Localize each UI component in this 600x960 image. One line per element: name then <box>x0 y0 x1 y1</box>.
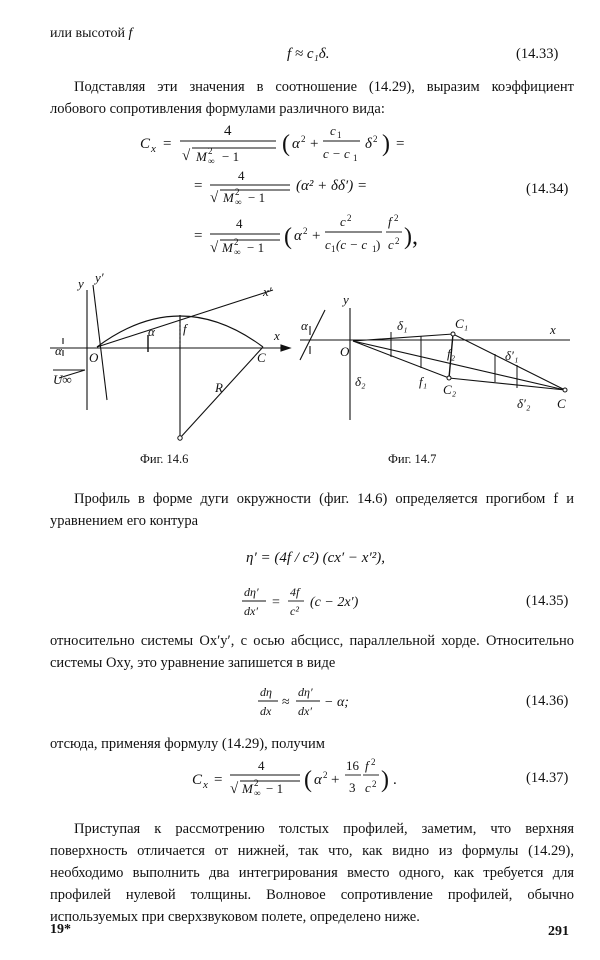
fig1-label-y-prime: y′ <box>95 270 104 285</box>
page-number: 291 <box>548 924 569 939</box>
eq-number-14-36: (14.36) <box>526 693 569 709</box>
fig2-label-y: y <box>343 292 349 307</box>
svg-text:2: 2 <box>371 757 376 767</box>
svg-text:1: 1 <box>337 130 342 140</box>
svg-text:2: 2 <box>347 213 352 223</box>
svg-text:c: c <box>330 123 336 138</box>
svg-text:M: M <box>222 240 233 255</box>
paragraph-5: Приступая к рассмотрению толстых профилей, заметим, что верхняя поверхность отличается от нижней, так что, как видно из формулы (14.29), необходимо выполнить два интегрирования вместо одного, как требуется для профилей нулевой толщины. Волновое сопротивление профилей, обычно используемых при сверхзвуковом полете, определено ниже. <box>50 821 574 925</box>
fig2-label-delta2: δ₂ <box>355 374 366 389</box>
svg-text:∞: ∞ <box>208 156 215 166</box>
svg-text:=: = <box>194 178 203 194</box>
svg-text:∞: ∞ <box>235 197 242 207</box>
fig1-label-u-inf: U∞ <box>53 372 72 387</box>
paragraph-2: Профиль в форме дуги окружности (фиг. 14.6) определяется прогибом f и уравнением его контура <box>50 491 574 529</box>
svg-text:4f: 4f <box>290 585 300 599</box>
svg-text:(c − c: (c − c <box>336 237 368 252</box>
equation-14-33: f ≈ c₁δ. <box>287 46 330 62</box>
svg-text:δ: δ <box>365 136 372 152</box>
svg-text:√: √ <box>182 148 191 164</box>
svg-text:2: 2 <box>234 237 239 247</box>
svg-text:(: ( <box>284 224 292 250</box>
equation-14-37 <box>190 756 420 806</box>
svg-text:2: 2 <box>323 770 328 780</box>
svg-text:C: C <box>140 136 151 152</box>
svg-text:f: f <box>388 214 392 229</box>
svg-text:.: . <box>393 772 397 788</box>
svg-text:− α;: − α; <box>324 695 349 710</box>
svg-text:α: α <box>292 136 300 152</box>
svg-text:C: C <box>192 772 203 788</box>
figure-14-6 <box>45 270 295 450</box>
fig2-label-delta1: δ₁ <box>397 318 408 333</box>
svg-text:c: c <box>388 237 394 252</box>
svg-text:dη′: dη′ <box>244 585 259 599</box>
svg-text:α: α <box>314 772 322 788</box>
svg-text:1: 1 <box>331 244 336 254</box>
svg-text:− 1: − 1 <box>222 149 240 164</box>
fig2-label-o: O <box>340 344 350 359</box>
svg-text:): ) <box>381 767 389 793</box>
svg-text:16: 16 <box>346 758 359 773</box>
svg-text:dx: dx <box>260 704 272 718</box>
svg-text:c: c <box>340 214 346 229</box>
svg-text:): ) <box>382 131 390 157</box>
svg-text:4: 4 <box>238 168 245 183</box>
svg-text:=: = <box>163 136 172 152</box>
svg-text:2: 2 <box>394 213 399 223</box>
svg-text:√: √ <box>210 190 219 206</box>
svg-text:dη: dη <box>260 685 272 699</box>
svg-text:1: 1 <box>353 153 358 163</box>
fig1-label-f: f <box>183 321 187 336</box>
svg-text:1: 1 <box>372 244 377 254</box>
equation-14-35-a: η′ = (4f / c²) (cx′ − x′²), <box>246 550 385 566</box>
svg-text:dη′: dη′ <box>298 685 313 699</box>
fig2-label-c1: C₁ <box>455 316 469 331</box>
svg-text:2: 2 <box>208 146 213 156</box>
fig2-label-c2: C₂ <box>443 382 457 397</box>
fig1-label-r: R <box>215 380 223 395</box>
svg-text:M: M <box>196 149 207 164</box>
svg-text:x: x <box>203 779 208 791</box>
fig2-label-alpha: α <box>301 318 308 333</box>
svg-text:(: ( <box>282 131 290 157</box>
footer-signature: 19* <box>50 922 71 937</box>
svg-text:√: √ <box>230 781 239 797</box>
fig2-label-x: x <box>550 322 556 337</box>
eq-number-14-34: (14.34) <box>526 181 569 197</box>
fig1-label-y: y <box>78 276 84 291</box>
svg-text:),: ), <box>404 224 418 250</box>
svg-text:2: 2 <box>372 779 377 789</box>
paragraph-1: Подставляя эти значения в соотношение (14.29), выразим коэффициент лобового сопротивления формулами различного вида: <box>50 79 574 117</box>
equation-14-34-block <box>0 118 600 268</box>
svg-text:− 1: − 1 <box>247 240 265 255</box>
svg-text:=: = <box>272 595 280 610</box>
svg-text:∞: ∞ <box>254 788 261 798</box>
fig1-label-x: x <box>274 328 280 343</box>
svg-text:− 1: − 1 <box>248 190 266 205</box>
equation-14-35-b <box>240 582 400 622</box>
figure-14-6-caption: Фиг. 14.6 <box>140 452 189 466</box>
eq-number-14-33: (14.33) <box>516 46 559 62</box>
svg-text:=: = <box>194 228 203 244</box>
svg-text:dx′: dx′ <box>244 604 258 618</box>
figure-14-7-caption: Фиг. 14.7 <box>388 452 437 466</box>
fig2-label-f1: f₁ <box>419 374 428 389</box>
svg-text:=: = <box>214 772 223 788</box>
svg-text:3: 3 <box>349 780 356 795</box>
figure-14-7 <box>295 290 585 440</box>
fig1-label-x-prime: x′ <box>263 284 272 299</box>
equation-14-36 <box>256 682 366 722</box>
svg-text:4: 4 <box>236 216 243 231</box>
svg-text:(α² + δδ′) =: (α² + δδ′) = <box>296 178 368 194</box>
svg-text:2: 2 <box>373 134 378 144</box>
svg-text:2: 2 <box>254 778 259 788</box>
paragraph-4: отсюда, применяя формулу (14.29), получим <box>50 736 325 752</box>
svg-text:c: c <box>365 780 371 795</box>
svg-text:4: 4 <box>258 758 265 773</box>
svg-text:2: 2 <box>235 187 240 197</box>
fig2-label-delta1-prime: δ′₁ <box>505 348 519 363</box>
svg-text:M: M <box>242 781 253 796</box>
svg-text:4: 4 <box>224 123 232 139</box>
svg-text:√: √ <box>210 240 219 256</box>
svg-text:c²: c² <box>290 604 299 618</box>
eq-number-14-37: (14.37) <box>526 770 569 786</box>
svg-text:): ) <box>376 237 381 252</box>
fig2-label-f2: f₂ <box>447 346 456 361</box>
fig1-label-o: O <box>89 350 99 365</box>
svg-text:f: f <box>365 758 369 773</box>
intro-text: или высотой <box>50 26 125 41</box>
svg-text:≈: ≈ <box>282 695 290 710</box>
svg-text:2: 2 <box>395 236 400 246</box>
svg-text:+: + <box>310 136 319 152</box>
svg-text:c − c: c − c <box>323 146 350 161</box>
eq-number-14-35: (14.35) <box>526 593 569 609</box>
svg-text:(: ( <box>304 767 312 793</box>
fig1-label-c: C <box>257 350 266 365</box>
svg-text:2: 2 <box>303 226 308 236</box>
svg-text:− 1: − 1 <box>266 781 284 796</box>
svg-text:+: + <box>331 772 340 788</box>
intro-symbol: f <box>128 26 133 41</box>
fig1-label-alpha-left: α <box>55 343 62 358</box>
svg-text:c: c <box>325 237 331 252</box>
fig1-label-alpha: α <box>148 324 155 339</box>
svg-text:2: 2 <box>301 134 306 144</box>
svg-text:M: M <box>223 190 234 205</box>
svg-text:x: x <box>151 143 156 155</box>
svg-text:+: + <box>312 228 321 244</box>
svg-text:α: α <box>294 228 302 244</box>
fig2-label-delta2-prime: δ′₂ <box>517 396 531 411</box>
paragraph-3: относительно системы Ox′y′, с осью абсцисс, параллельной хорде. Относительно системы Oxy, это уравнение запишется в виде <box>50 633 574 671</box>
svg-text:(c − 2x′): (c − 2x′) <box>310 595 359 610</box>
svg-text:∞: ∞ <box>234 247 241 257</box>
intro-line <box>50 26 132 42</box>
fig2-label-c: C <box>557 396 566 411</box>
svg-text:dx′: dx′ <box>298 704 312 718</box>
svg-text:=: = <box>396 136 405 152</box>
